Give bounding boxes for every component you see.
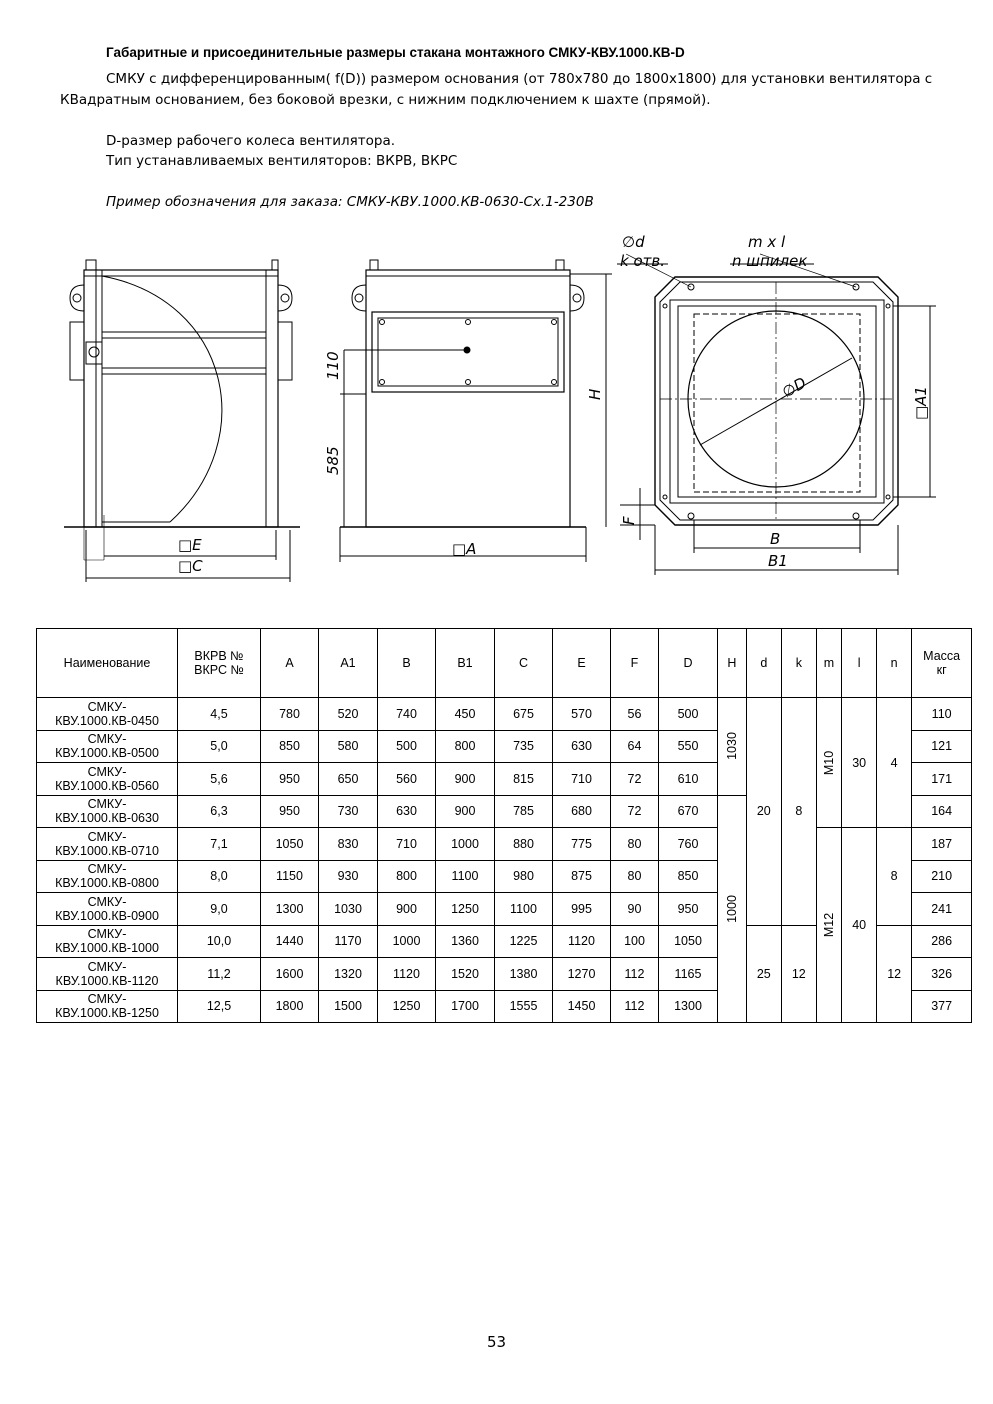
front-view-drawing (340, 260, 612, 562)
cell-f: 72 (611, 795, 659, 828)
dim-label-585: 585 (324, 446, 342, 475)
dim-label-h: H (586, 388, 604, 400)
cell-e: 995 (553, 893, 611, 926)
cell-name: СМКУ- КВУ.1000.КВ-0800 (37, 860, 178, 893)
cell-mass: 326 (912, 958, 972, 991)
cell-b1: 1700 (436, 990, 495, 1023)
col-header-l: l (842, 629, 877, 698)
cell-fan: 5,6 (178, 763, 261, 796)
cell-k-merged: 12 (781, 925, 816, 1023)
col-header-b: B (378, 629, 436, 698)
cell-b1: 900 (436, 795, 495, 828)
cell-mass: 171 (912, 763, 972, 796)
cell-e: 1120 (553, 925, 611, 958)
col-header-h: H (718, 629, 747, 698)
cell-a1: 1320 (319, 958, 378, 991)
cell-d-big: 1165 (659, 958, 718, 991)
page-number: 53 (486, 1333, 507, 1351)
cell-d-big: 850 (659, 860, 718, 893)
col-header-n: n (877, 629, 912, 698)
cell-h-merged: 1000 (718, 795, 747, 1023)
cell-fan: 5,0 (178, 730, 261, 763)
col-header-e: E (553, 629, 611, 698)
table-row (37, 698, 972, 731)
dim-label-phi-d: ∅d (622, 233, 645, 251)
cell-h-merged: 1030 (718, 698, 747, 796)
cell-fan: 8,0 (178, 860, 261, 893)
cell-fan: 4,5 (178, 698, 261, 731)
top-view-drawing (617, 254, 936, 575)
col-header-fan: ВКРВ № ВКРС № (178, 629, 261, 698)
col-header-a: A (261, 629, 319, 698)
cell-name: СМКУ- КВУ.1000.КВ-0500 (37, 730, 178, 763)
cell-b1: 1100 (436, 860, 495, 893)
cell-e: 775 (553, 828, 611, 861)
cell-a1: 1170 (319, 925, 378, 958)
cell-d-merged: 25 (746, 925, 781, 1023)
cell-f: 80 (611, 828, 659, 861)
dim-label-mxl: m x l (748, 233, 786, 251)
cell-m-merged: M12 (816, 828, 841, 1023)
cell-e: 710 (553, 763, 611, 796)
cell-f: 112 (611, 958, 659, 991)
cell-b1: 800 (436, 730, 495, 763)
cell-name: СМКУ- КВУ.1000.КВ-0630 (37, 795, 178, 828)
cell-l-merged: 30 (842, 698, 877, 828)
cell-fan: 7,1 (178, 828, 261, 861)
cell-b1: 1520 (436, 958, 495, 991)
cell-mass: 377 (912, 990, 972, 1023)
cell-c: 1380 (495, 958, 553, 991)
cell-a1: 1030 (319, 893, 378, 926)
cell-b: 1120 (378, 958, 436, 991)
cell-a: 850 (261, 730, 319, 763)
cell-f: 56 (611, 698, 659, 731)
cell-name: СМКУ- КВУ.1000.КВ-0450 (37, 698, 178, 731)
cell-d-big: 610 (659, 763, 718, 796)
dim-label-e: □E (178, 536, 202, 554)
dim-label-c: □C (178, 557, 203, 575)
cell-name: СМКУ- КВУ.1000.КВ-0710 (37, 828, 178, 861)
cell-mass: 110 (912, 698, 972, 731)
cell-fan: 11,2 (178, 958, 261, 991)
order-example: Пример обозначения для заказа: СМКУ-КВУ.1000.КВ-0630-Сх.1-230В (106, 194, 594, 210)
cell-name: СМКУ- КВУ.1000.КВ-1000 (37, 925, 178, 958)
cell-name: СМКУ- КВУ.1000.КВ-0900 (37, 893, 178, 926)
cell-c: 785 (495, 795, 553, 828)
cell-d-big: 760 (659, 828, 718, 861)
cell-n-merged: 8 (877, 828, 912, 926)
dim-label-n-studs: n шпилек (732, 252, 808, 270)
cell-f: 72 (611, 763, 659, 796)
document-title: Габаритные и присоединительные размеры стакана монтажного СМКУ-КВУ.1000.КВ-D (106, 45, 685, 60)
cell-d-big: 1300 (659, 990, 718, 1023)
cell-mass: 286 (912, 925, 972, 958)
cell-a1: 830 (319, 828, 378, 861)
dim-label-k-holes: k отв. (620, 252, 665, 270)
fan-types-note: Тип устанавливаемых вентиляторов: ВКРВ, ВКРС (106, 153, 458, 169)
dim-label-a1: □A1 (912, 386, 930, 420)
cell-name: СМКУ- КВУ.1000.КВ-1250 (37, 990, 178, 1023)
d-definition-note: D-размер рабочего колеса вентилятора. (106, 133, 396, 149)
cell-b: 740 (378, 698, 436, 731)
cell-c: 1555 (495, 990, 553, 1023)
col-header-k: k (781, 629, 816, 698)
dim-label-b1: B1 (768, 552, 788, 570)
side-view-drawing (64, 260, 300, 582)
cell-a1: 1500 (319, 990, 378, 1023)
cell-e: 630 (553, 730, 611, 763)
cell-b: 560 (378, 763, 436, 796)
cell-a1: 520 (319, 698, 378, 731)
cell-name: СМКУ- КВУ.1000.КВ-1120 (37, 958, 178, 991)
cell-c: 1225 (495, 925, 553, 958)
cell-e: 680 (553, 795, 611, 828)
cell-d-merged: 20 (746, 698, 781, 926)
cell-c: 880 (495, 828, 553, 861)
cell-k-merged: 8 (781, 698, 816, 926)
cell-m-merged: M10 (816, 698, 841, 828)
cell-c: 1100 (495, 893, 553, 926)
cell-d-big: 1050 (659, 925, 718, 958)
cell-mass: 241 (912, 893, 972, 926)
col-header-mass: Масса кг (912, 629, 972, 698)
cell-name: СМКУ- КВУ.1000.КВ-0560 (37, 763, 178, 796)
cell-f: 64 (611, 730, 659, 763)
cell-a1: 650 (319, 763, 378, 796)
col-header-d: d (746, 629, 781, 698)
cell-a: 1300 (261, 893, 319, 926)
table-header-row (37, 629, 972, 698)
cell-e: 875 (553, 860, 611, 893)
cell-a: 1440 (261, 925, 319, 958)
cell-b: 710 (378, 828, 436, 861)
cell-f: 100 (611, 925, 659, 958)
dim-label-b: B (770, 530, 781, 548)
col-header-a1: A1 (319, 629, 378, 698)
col-header-f: F (611, 629, 659, 698)
cell-b: 1250 (378, 990, 436, 1023)
cell-f: 90 (611, 893, 659, 926)
cell-f: 80 (611, 860, 659, 893)
col-header-c: C (495, 629, 553, 698)
intro-paragraph-line2: КВадратным основанием, без боковой врезки, с нижним подключением к шахте (прямой). (60, 92, 711, 108)
dimensions-table (36, 628, 972, 1023)
cell-mass: 187 (912, 828, 972, 861)
cell-a: 1600 (261, 958, 319, 991)
cell-b: 630 (378, 795, 436, 828)
col-header-b1: B1 (436, 629, 495, 698)
cell-b: 900 (378, 893, 436, 926)
cell-d-big: 550 (659, 730, 718, 763)
cell-fan: 6,3 (178, 795, 261, 828)
cell-mass: 210 (912, 860, 972, 893)
intro-paragraph-line1: СМКУ с дифференцированным( f(D)) размером основания (от 780х780 до 1800х1800) для установки вентилятора с (106, 71, 933, 87)
cell-f: 112 (611, 990, 659, 1023)
cell-fan: 10,0 (178, 925, 261, 958)
cell-n-merged: 12 (877, 925, 912, 1023)
cell-a: 1150 (261, 860, 319, 893)
cell-e: 1270 (553, 958, 611, 991)
dim-label-f: F (620, 516, 638, 525)
cell-a: 1800 (261, 990, 319, 1023)
cell-fan: 9,0 (178, 893, 261, 926)
cell-a: 1050 (261, 828, 319, 861)
cell-b1: 1360 (436, 925, 495, 958)
cell-b1: 1000 (436, 828, 495, 861)
technical-drawings (0, 222, 993, 602)
cell-a1: 580 (319, 730, 378, 763)
cell-a: 950 (261, 795, 319, 828)
cell-b1: 900 (436, 763, 495, 796)
cell-mass: 121 (912, 730, 972, 763)
cell-b: 500 (378, 730, 436, 763)
cell-e: 570 (553, 698, 611, 731)
table-row (37, 828, 972, 861)
cell-a1: 730 (319, 795, 378, 828)
cell-b: 1000 (378, 925, 436, 958)
cell-l-merged: 40 (842, 828, 877, 1023)
cell-a1: 930 (319, 860, 378, 893)
cell-e: 1450 (553, 990, 611, 1023)
cell-n-merged: 4 (877, 698, 912, 828)
cell-mass: 164 (912, 795, 972, 828)
cell-b: 800 (378, 860, 436, 893)
col-header-d-big: D (659, 629, 718, 698)
cell-d-big: 950 (659, 893, 718, 926)
cell-c: 980 (495, 860, 553, 893)
cell-b1: 1250 (436, 893, 495, 926)
cell-b1: 450 (436, 698, 495, 731)
cell-c: 675 (495, 698, 553, 731)
cell-d-big: 500 (659, 698, 718, 731)
dim-label-phi-big-d: ∅D (779, 373, 810, 402)
dim-label-110: 110 (324, 351, 342, 380)
cell-fan: 12,5 (178, 990, 261, 1023)
cell-a: 780 (261, 698, 319, 731)
dim-label-a: □A (452, 540, 477, 558)
cell-c: 735 (495, 730, 553, 763)
cell-a: 950 (261, 763, 319, 796)
col-header-m: m (816, 629, 841, 698)
cell-d-big: 670 (659, 795, 718, 828)
col-header-name: Наименование (37, 629, 178, 698)
cell-c: 815 (495, 763, 553, 796)
